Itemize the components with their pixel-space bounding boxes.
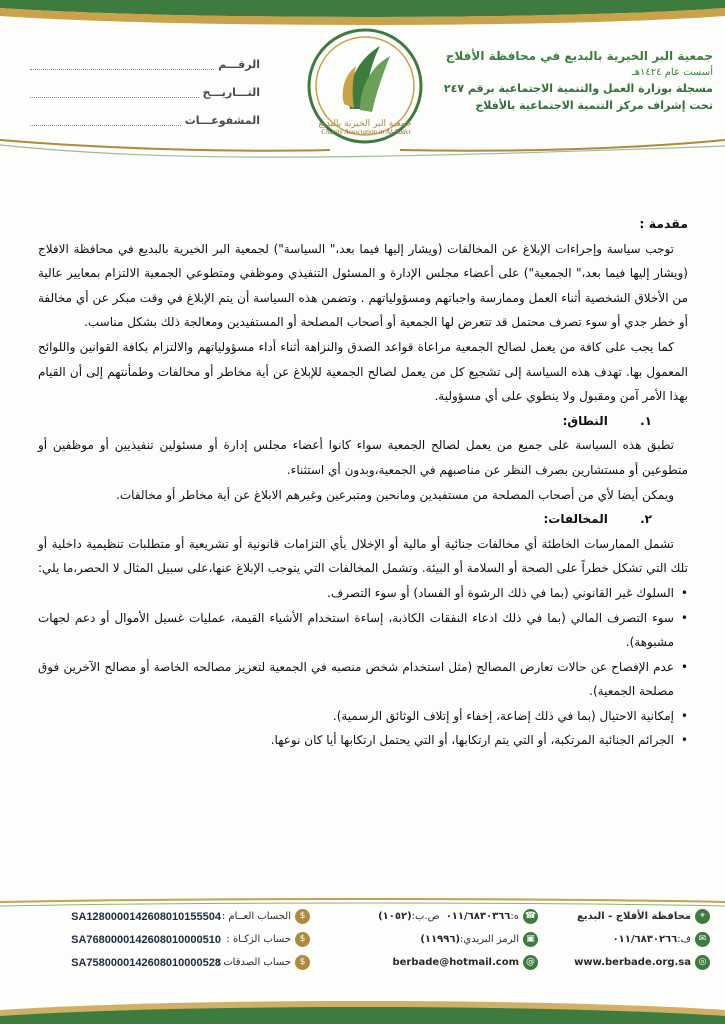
scope-paragraph-1: تطبق هذه السياسة على جميع من يعمل لصالح الجمعية سواء كانوا أعضاء مجلس إدارة أو مسئولين تنفيذيين أو موظفين أو متطوعين أو مستشارين بصرف النظر عن مناصبهم في الجمعية،وبدون أي استثناء. bbox=[38, 438, 688, 477]
list-item: • الجرائم الجنائية المرتكبة، أو التي يتم ارتكابها، أو التي يحتمل ارتكابها أيا كان نوعها. bbox=[38, 728, 688, 753]
ref-number-field[interactable] bbox=[30, 59, 214, 70]
mailbox-icon: ▣ bbox=[523, 932, 538, 947]
ref-number-label: الرقـــم bbox=[218, 57, 260, 71]
organization-name: جمعية البر الخيرية بالبديع في محافظة الأفلاج bbox=[445, 49, 713, 63]
list-item: • سوء التصرف المالي (بما في ذلك ادعاء النفقات الكاذبة، إساءة استخدام الأشياء القيمة، عمليات غسيل الأموال أو دعم لجهات مشبوهة). bbox=[38, 606, 688, 655]
intro-paragraph-2: كما يجب على كافة من يعمل لصالح الجمعية مراعاة قواعد الصدق والنزاهة أثناء أداء مسؤولياتهم والالتزام بكافة القوانين واللوائح المعمول بها. تهدف هذه السياسة إلى تشجيع كل من يعمل لصالح الجمعية للإبلاغ عن أية مخاطر أو مخالفات وطمأنتهم إلى أن القيام بهذا الأمر آمن ومقبول ولا ينطوي على أي مسؤولية. bbox=[38, 339, 688, 404]
attachments-field[interactable] bbox=[30, 115, 181, 126]
scope-number: ١. bbox=[640, 413, 652, 428]
document-body bbox=[38, 212, 688, 753]
intro-title: مقدمة : bbox=[639, 216, 688, 231]
logo-arabic-text: جمعية البر الخيرية بالبديع bbox=[318, 119, 412, 129]
website-link[interactable]: www.berbade.org.sa bbox=[574, 957, 691, 968]
registration-number: مسجلة بوزارة العمل والتنمية الاجتماعية برقم ٢٤٧ bbox=[443, 82, 713, 95]
phone-row bbox=[338, 905, 538, 928]
account-row bbox=[20, 928, 310, 951]
account-iban: SA7580000142608010000528 bbox=[71, 956, 221, 969]
postal-label: الرمز البريدي: bbox=[460, 934, 519, 945]
location-icon: ⌖ bbox=[695, 909, 710, 924]
scope-paragraph-2: ويمكن أيضا لأي من أصحاب المصلحة من مستفيدين ومانحين ومتبرعين وغيرهم الابلاغ عن أية مخاطر أو مخالفات. bbox=[116, 487, 674, 502]
pobox-number: (١٠٥٢) bbox=[378, 911, 412, 922]
account-label: الحساب العــام : bbox=[221, 911, 291, 922]
footer-column-address bbox=[545, 905, 710, 974]
account-iban: SA7680000142608010000510 bbox=[71, 933, 221, 946]
fax-icon: ✉ bbox=[695, 932, 710, 947]
date-row bbox=[30, 78, 260, 106]
logo-english-text: Charity Association in Al-Badei bbox=[321, 128, 411, 136]
date-field[interactable] bbox=[30, 87, 199, 98]
scope-title: النطاق: bbox=[562, 413, 608, 428]
violations-list bbox=[38, 581, 688, 753]
bank-icon: $ bbox=[295, 955, 310, 970]
ref-number-row bbox=[30, 50, 260, 78]
bank-icon: $ bbox=[295, 909, 310, 924]
violations-title: المخالفات: bbox=[543, 512, 608, 527]
intro-paragraph-1: توجب سياسة وإجراءات الإبلاغ عن المخالفات (ويشار إليها فيما بعد،" السياسة") لجمعية البر الخيرية بالبديع في محافظة الافلاج (ويشار إليها فيما بعد،" الجمعية") على أعضاء مجلس الإدارة و المسئول التنفيذي وموظفي ومتطوعي الجمعية الالتزام بمعايير عالية من الأخلاق الشخصية أثناء العمل وممارسة واجباتهم ومسؤولياتهم . وتضمن هذه السياسة أن يتم الإبلاغ في وقت مبكر عن أي مخالفة أو خطر جدي أو سوء تصرف محتمل قد تتعرض لها الجمعية أو أصحاب المصلحة أو المستفيدين ومعالجة ذلك بشكل مناسب. bbox=[38, 241, 688, 330]
fax-number: ٠١١/٦٨٣٠٢٦٦ bbox=[612, 934, 678, 945]
account-row bbox=[20, 905, 310, 928]
date-label: التـــاريـــخ bbox=[202, 85, 260, 99]
address-row bbox=[545, 905, 710, 928]
supervision-text: تحت إشراف مركز التنمية الاجتماعية بالأفلاج bbox=[475, 99, 713, 112]
list-item: • السلوك غير القانوني (بما في ذلك الرشوة أو الفساد) أو سوء التصرف. bbox=[38, 581, 688, 606]
email-row bbox=[338, 951, 538, 974]
violations-heading bbox=[38, 507, 688, 532]
phone-label: ه: bbox=[510, 911, 519, 922]
account-iban: SA1280000142608010155504 bbox=[71, 910, 221, 923]
attachments-label: المشفوعـــات bbox=[184, 113, 260, 127]
fax-row bbox=[545, 928, 710, 951]
list-item: • إمكانية الاحتيال (بما في ذلك إضاعة، إخفاء أو إتلاف الوثائق الرسمية). bbox=[38, 704, 688, 729]
website-row bbox=[545, 951, 710, 974]
footer-contact bbox=[20, 905, 710, 975]
postal-code: (١١٩٩٦) bbox=[420, 934, 461, 945]
phone-number: ٠١١/٦٨٣٠٣٦٦ bbox=[445, 911, 511, 922]
footer-column-phone bbox=[338, 905, 538, 974]
fax-label: ف: bbox=[677, 934, 691, 945]
globe-icon: ◎ bbox=[695, 955, 710, 970]
bank-icon: $ bbox=[295, 932, 310, 947]
email-icon: @ bbox=[523, 955, 538, 970]
address-text: محافظة الأفلاج - البديع bbox=[577, 911, 691, 922]
scope-heading bbox=[38, 409, 688, 434]
organization-info bbox=[433, 48, 713, 114]
account-row bbox=[20, 951, 310, 974]
pobox-label: ص.ب: bbox=[411, 911, 440, 922]
reference-fields bbox=[30, 50, 260, 134]
phone-icon: ☎ bbox=[523, 909, 538, 924]
violations-number: ٢. bbox=[640, 512, 652, 527]
list-item: • عدم الإفصاح عن حالات تعارض المصالح (مثل استخدام شخص منصبه في الجمعية لتعزيز مصالحه الخاصة أو مصالح الآخرين فوق مصلحة الجمعية). bbox=[38, 655, 688, 704]
violations-paragraph: تشمل الممارسات الخاطئة أي مخالفات جنائية أو مالية أو الإخلال بأي التزامات قانونية أو تشريعية أو متطلبات تنظيمية داخلية أو تلك التي تشكل خطراً على الصحة أو السلامة أو البيئة. وتشمل المخالفات التي يتوجب الإبلاغ عنها،على سبيل المثال لا الحصر،ما يلي: bbox=[38, 536, 688, 576]
attachments-row bbox=[30, 106, 260, 134]
founded-year: أسست عام ١٤٢٤هـ bbox=[631, 67, 713, 78]
postal-row bbox=[338, 928, 538, 951]
account-label: حساب الصدقات : bbox=[216, 957, 291, 968]
account-label: حساب الزكـاة : bbox=[226, 934, 291, 945]
footer-column-accounts bbox=[20, 905, 310, 974]
email-link[interactable]: berbade@hotmail.com bbox=[392, 957, 519, 968]
